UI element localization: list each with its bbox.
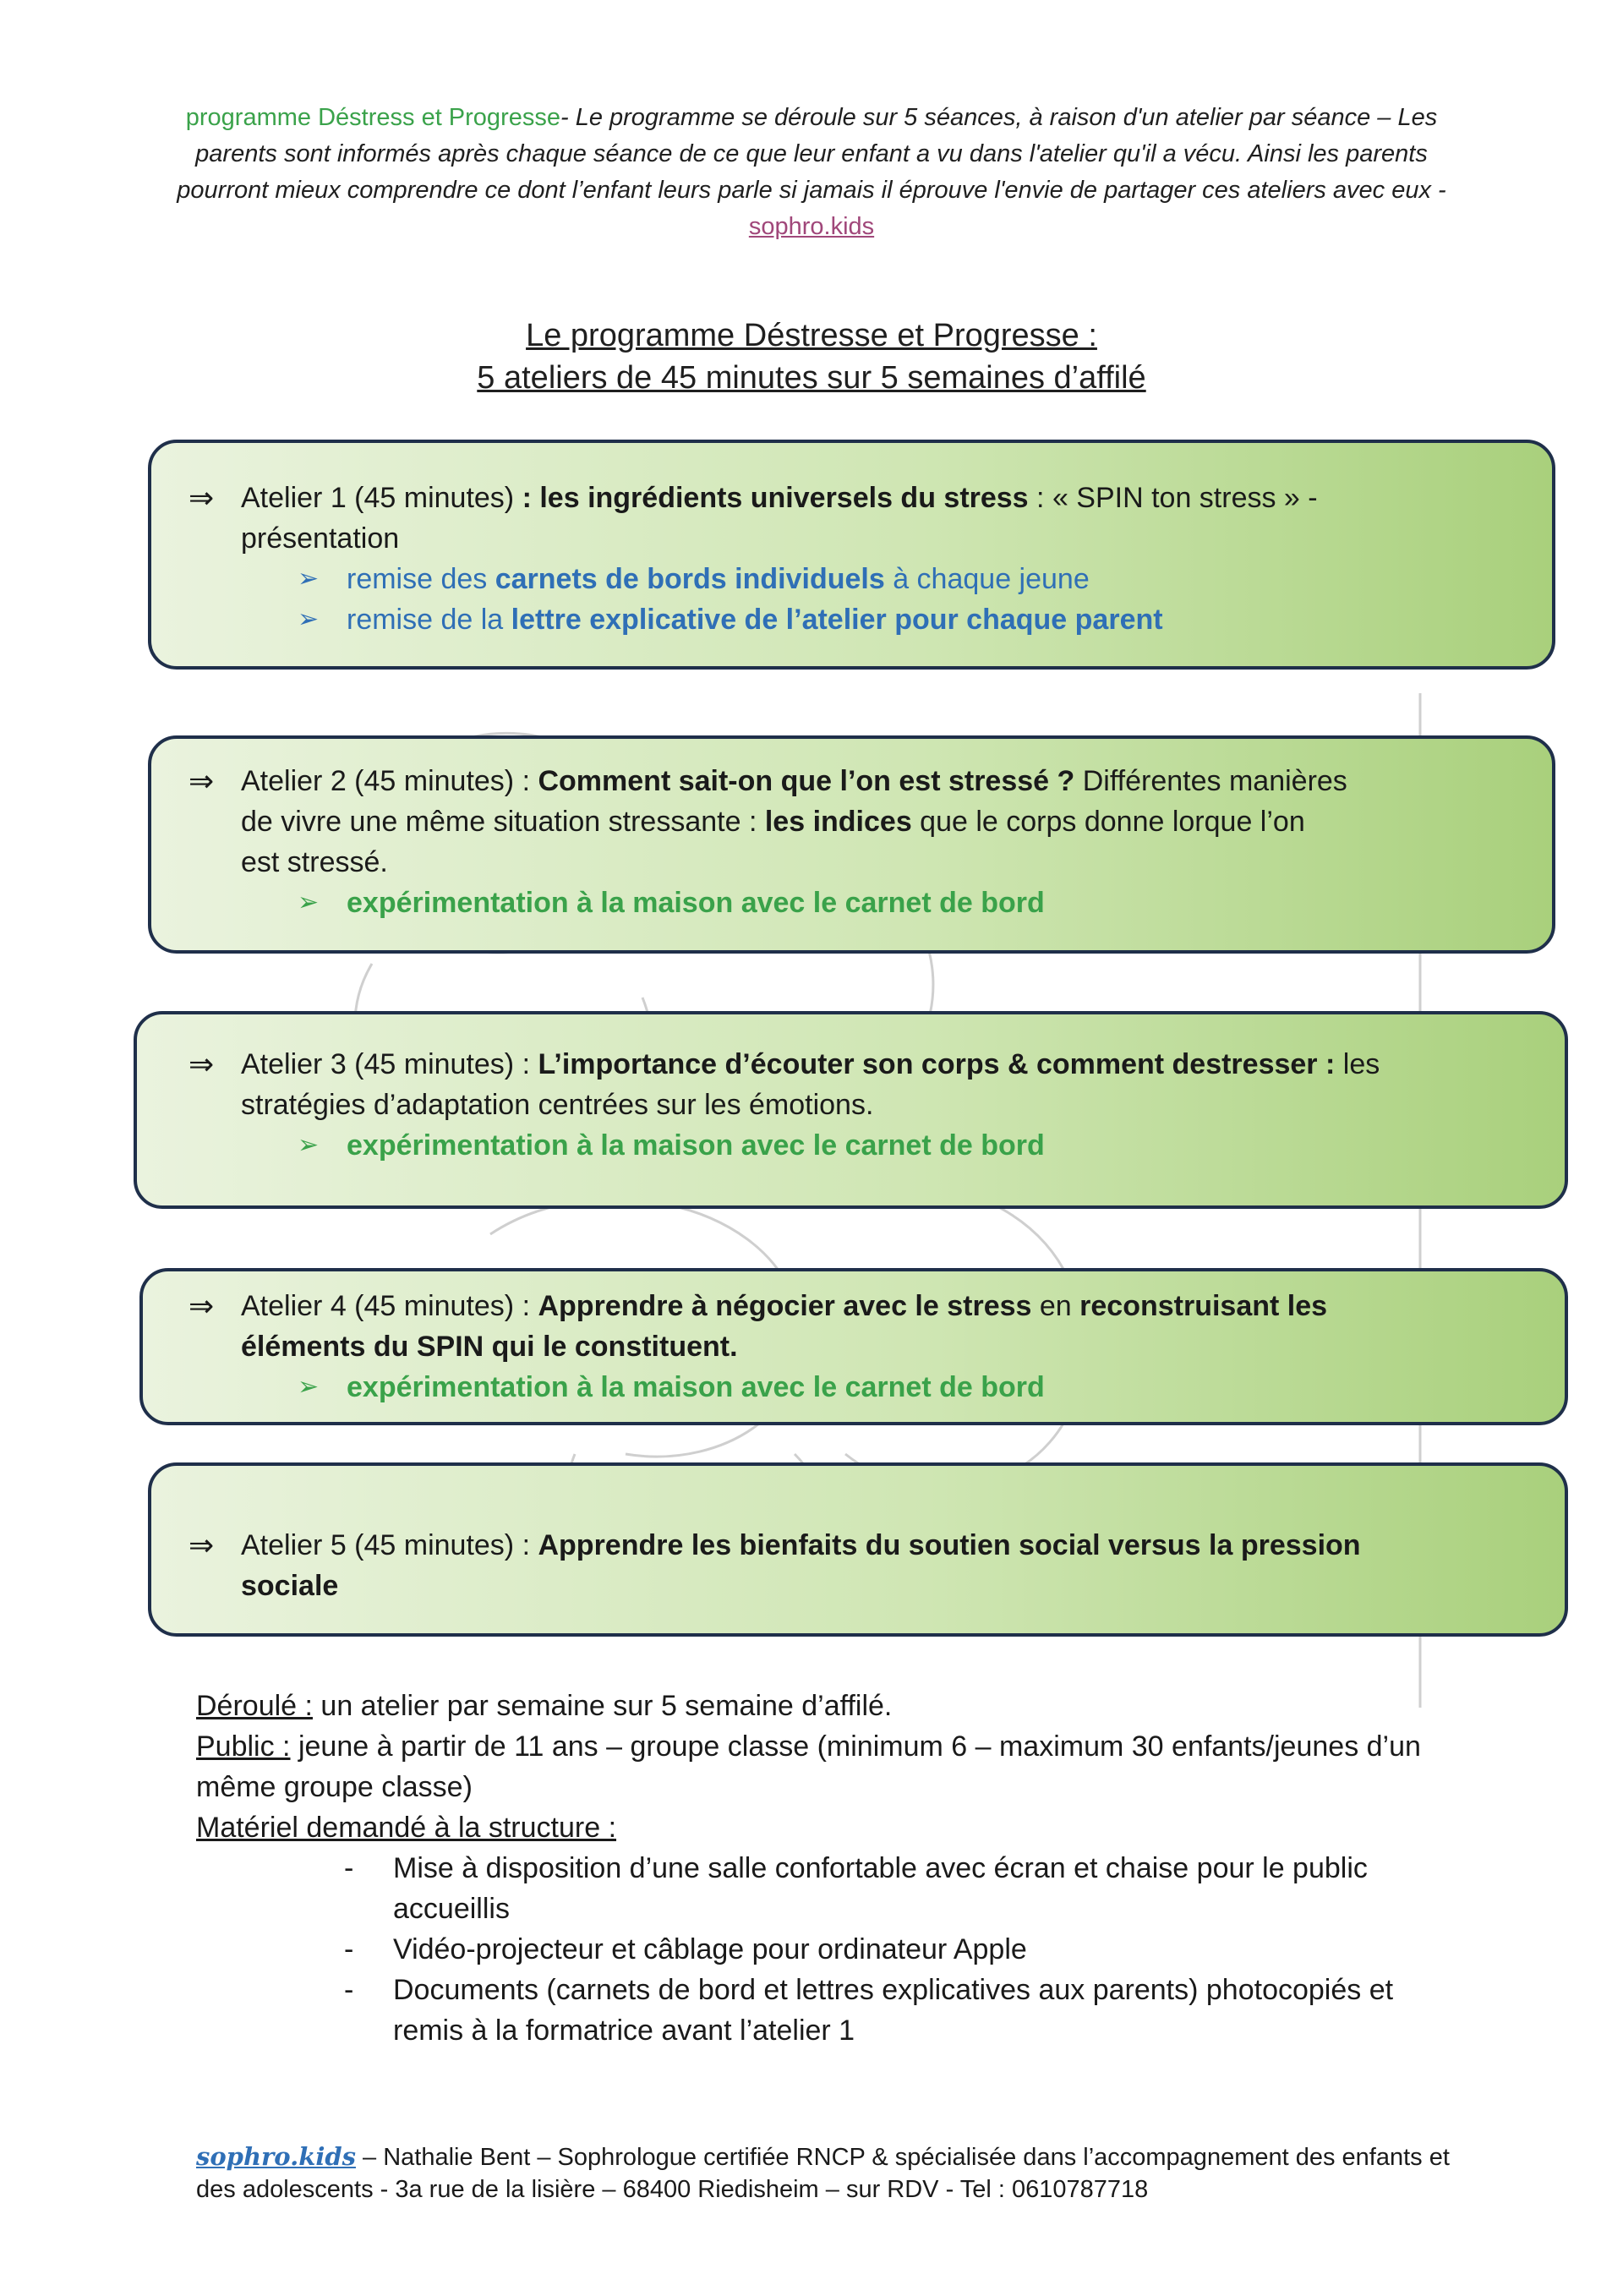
atelier-1-text: ⇒ Atelier 1 (45 minutes) : les ingrédients universels du stress : « SPIN ton stress » - présentation	[241, 478, 1441, 559]
title-line-2: 5 ateliers de 45 minutes sur 5 semaines d’affilé	[477, 360, 1146, 396]
intro-text: - Le programme se déroule sur 5 séances, à raison d'un atelier par séance – Les parents sont informés après chaque séance de ce que leur enfant a vu dans l'atelier qu'il a vécu. Ainsi les parents pourront mieux comprendre ce dont l’enfant leurs parle si jamais il éprouve l'envie de partager ces ateliers avec eux -	[177, 104, 1446, 204]
atelier-1-sub-1: ➢ remise des carnets de bords individuels à chaque jeune	[347, 559, 1090, 599]
intro-paragraph	[169, 100, 1454, 245]
intro-brand: programme Déstress et Progresse	[185, 104, 560, 131]
atelier-1-sub-2: ➢ remise de la lettre explicative de l’atelier pour chaque parent	[347, 599, 1163, 640]
materiel-item: - Documents (carnets de bord et lettres explicatives aux parents) photocopiés et remis à la formatrice avant l’atelier 1	[344, 1974, 1394, 2047]
atelier-5-text: ⇒ Atelier 5 (45 minutes) : Apprendre les bienfaits du soutien social versus la pression sociale	[241, 1525, 1475, 1606]
arrow-icon: ⇒	[189, 1047, 215, 1081]
arrow-icon: ⇒	[189, 763, 215, 798]
bullet-arrow-icon: ➢	[298, 1131, 320, 1159]
footer-logo: sophro.kids	[196, 2142, 356, 2171]
info-deroule: Déroulé : un atelier par semaine sur 5 semaine d’affilé.	[196, 1690, 893, 1722]
page-title	[0, 314, 1623, 399]
atelier-3-text: ⇒ Atelier 3 (45 minutes) : L’importance d’écouter son corps & comment destresser : les stratégies d’adaptation centrées sur les émotions.	[241, 1044, 1475, 1125]
atelier-3-sub: ➢ expérimentation à la maison avec le carnet de bord	[347, 1125, 1045, 1166]
info-public: Public : jeune à partir de 11 ans – groupe classe (minimum 6 – maximum 30 enfants/jeunes d’un même groupe classe)	[196, 1730, 1421, 1803]
bullet-arrow-icon: ➢	[298, 605, 320, 633]
materiel-item: - Vidéo-projecteur et câblage pour ordinateur Apple	[344, 1933, 1027, 1965]
atelier-2-sub: ➢ expérimentation à la maison avec le carnet de bord	[347, 883, 1045, 923]
arrow-icon: ⇒	[189, 480, 215, 515]
footer	[196, 2140, 1464, 2206]
atelier-2-text: ⇒ Atelier 2 (45 minutes) : Comment sait-on que l’on est stressé ? Différentes manières de vivre une même situation stressante : les indices que le corps donne lorque l’on est stressé.	[241, 761, 1475, 883]
arrow-icon: ⇒	[189, 1288, 215, 1323]
footer-text: – Nathalie Bent – Sophrologue certifiée RNCP & spécialisée dans l’accompagnement des enfants et des adolescents - 3a rue de la lisière – 68400 Riedisheim – sur RDV - Tel : 0610787718	[196, 2144, 1450, 2203]
title-line-1: Le programme Déstresse et Progresse :	[526, 318, 1097, 353]
sophro-kids-link[interactable]: sophro.kids	[748, 213, 875, 240]
arrow-icon: ⇒	[189, 1528, 215, 1562]
materiel-item: - Mise à disposition d’une salle confortable avec écran et chaise pour le public accueillis	[344, 1852, 1368, 1925]
atelier-4-sub: ➢ expérimentation à la maison avec le carnet de bord	[347, 1367, 1045, 1408]
bullet-arrow-icon: ➢	[298, 888, 320, 916]
bullet-arrow-icon: ➢	[298, 1373, 320, 1401]
atelier-4-text: ⇒ Atelier 4 (45 minutes) : Apprendre à négocier avec le stress en reconstruisant les éléments du SPIN qui le constituent.	[241, 1286, 1475, 1367]
bullet-arrow-icon: ➢	[298, 565, 320, 593]
info-materiel-label: Matériel demandé à la structure :	[196, 1812, 617, 1844]
